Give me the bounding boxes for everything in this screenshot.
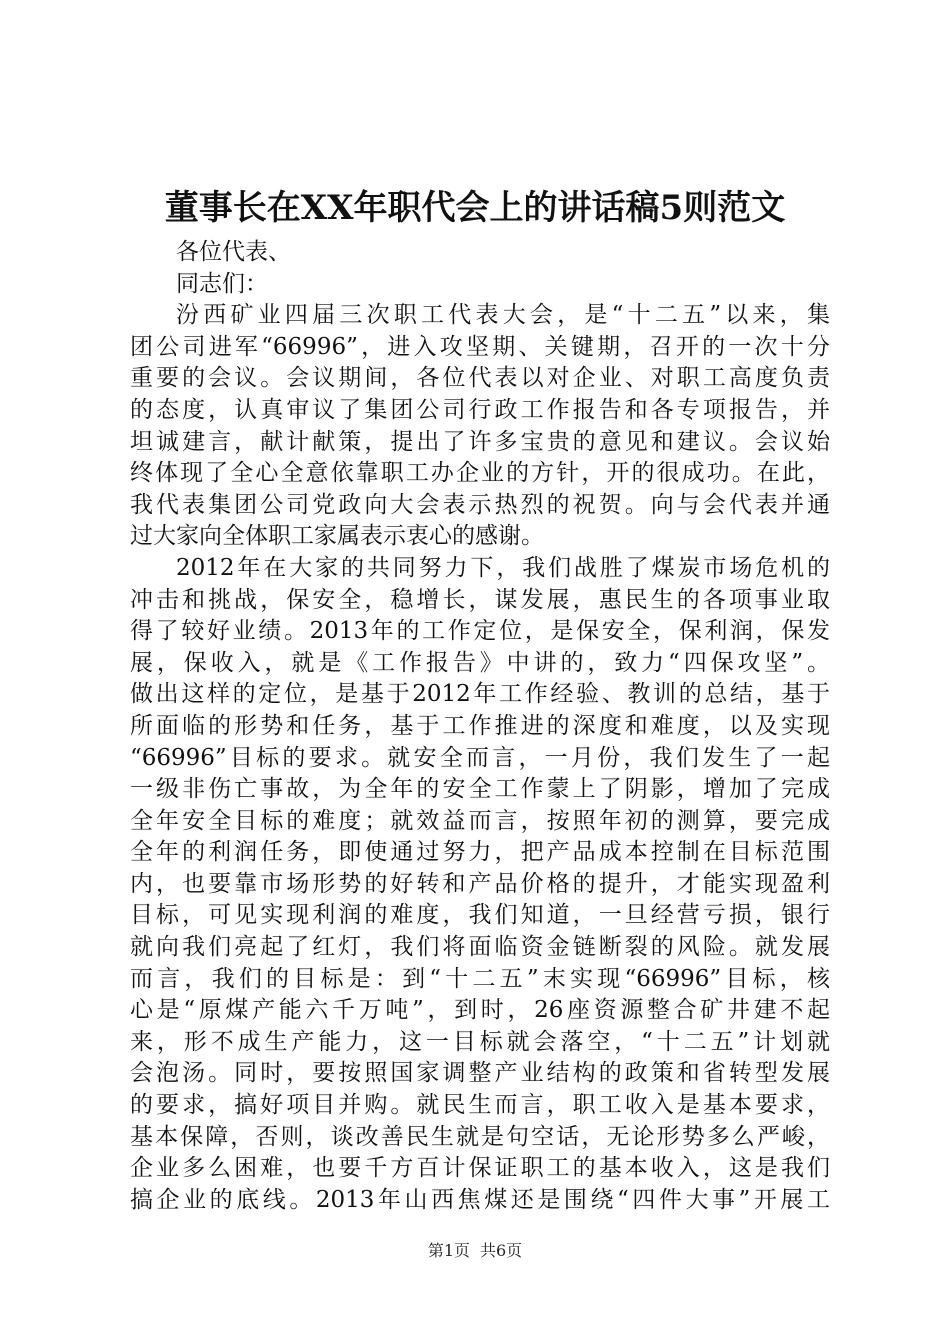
salutation-line: 各位代表、 xyxy=(176,239,291,265)
paragraph-line: 就向我们亮起了红灯，我们将面临资金链断裂的风险。就发展 xyxy=(130,934,830,961)
paragraph-line: 得了较好业绩。2013年的工作定位，是保安全，保利润，保发 xyxy=(130,618,830,645)
document-title: 董事长在XX年职代会上的讲话稿5则范文 xyxy=(164,188,786,228)
paragraph-line: 冲击和挑战，保安全，稳增长，谋发展，惠民生的各项事业取 xyxy=(130,586,830,613)
paragraph-line: 搞企业的底线。2013年山西焦煤还是围绕“四件大事”开展工 xyxy=(130,1186,830,1213)
paragraph-line: 来，形不成生产能力，这一目标就会落空，“十二五”计划就 xyxy=(130,1028,830,1055)
paragraph-line: 我代表集团公司党政向大会表示热烈的祝贺。向与会代表并通 xyxy=(130,491,830,518)
paragraph-line: 全年的利润任务，即使通过努力，把产品成本控制在目标范围 xyxy=(130,839,830,866)
paragraph-line: 企业多么困难，也要千方百计保证职工的基本收入，这是我们 xyxy=(130,1155,830,1182)
paragraph-line: 做出这样的定位，是基于2012年工作经验、教训的总结，基于 xyxy=(130,681,830,708)
paragraph-line: 全年安全目标的难度；就效益而言，按照年初的测算，要完成 xyxy=(130,807,830,834)
page-number: 第1页 xyxy=(427,1241,470,1260)
paragraph-line: 2012年在大家的共同努力下，我们战胜了煤炭市场危机的 xyxy=(176,554,830,581)
paragraph-line: 而言，我们的目标是：到“十二五”末实现“66996”目标，核 xyxy=(130,965,830,992)
paragraph-line: 心是“原煤产能六千万吨”，到时，26座资源整合矿井建不起 xyxy=(130,997,830,1024)
paragraph-line: 团公司进军“66996”，进入攻坚期、关键期，召开的一次十分 xyxy=(130,333,830,360)
paragraph-line: 终体现了全心全意依靠职工办企业的方针，开的很成功。在此， xyxy=(130,460,830,487)
paragraph-line: 的态度，认真审议了集团公司行政工作报告和各专项报告，并 xyxy=(130,396,830,423)
paragraph-line: 汾西矿业四届三次职工代表大会，是“十二五”以来，集 xyxy=(176,302,830,329)
paragraph-line: 过大家向全体职工家属表示衷心的感谢。 xyxy=(130,523,544,550)
document-body xyxy=(130,237,830,1216)
paragraph-line: 坦诚建言，献计献策，提出了许多宝贵的意见和建议。会议始 xyxy=(130,428,830,455)
paragraph-line: 一级非伤亡事故，为全年的安全工作蒙上了阴影，增加了完成 xyxy=(130,776,830,803)
paragraph-line: 的要求，搞好项目并购。就民生而言，职工收入是基本要求， xyxy=(130,1092,830,1119)
page-footer xyxy=(0,1240,950,1262)
paragraph-line: 会泡汤。同时，要按照国家调整产业结构的政策和省转型发展 xyxy=(130,1060,830,1087)
salutation-line: 同志们： xyxy=(176,270,268,297)
paragraph-line: 内，也要靠市场形势的好转和产品价格的提升，才能实现盈利 xyxy=(130,870,830,897)
paragraph-line: 所面临的形势和任务，基于工作推进的深度和难度，以及实现 xyxy=(130,712,830,739)
page-total: 共6页 xyxy=(480,1241,523,1260)
paragraph-line: “66996”目标的要求。就安全而言，一月份，我们发生了一起 xyxy=(130,744,830,771)
paragraph-line: 重要的会议。会议期间，各位代表以对企业、对职工高度负责 xyxy=(130,365,830,392)
paragraph-line: 基本保障，否则，谈改善民生就是句空话，无论形势多么严峻， xyxy=(130,1123,830,1150)
paragraph-line: 展，保收入，就是《工作报告》中讲的，致力“四保攻坚”。 xyxy=(130,649,830,676)
paragraph-line: 目标，可见实现利润的难度，我们知道，一旦经营亏损，银行 xyxy=(130,902,830,929)
